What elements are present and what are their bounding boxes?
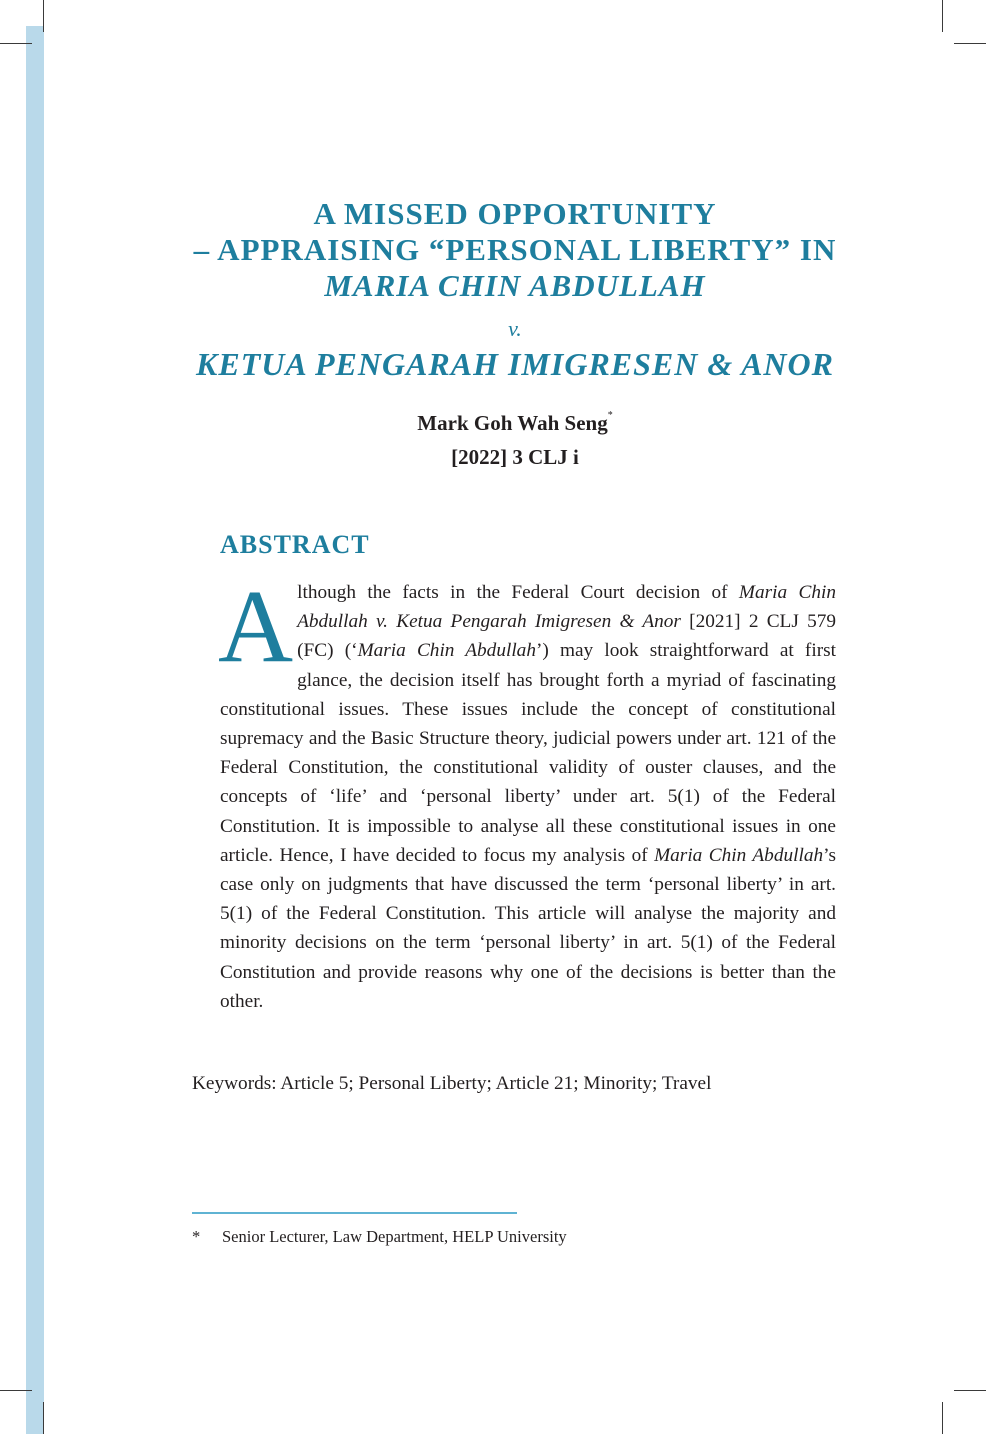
- crop-mark-bottom-right-v: [942, 1402, 943, 1434]
- author-name-line: [150, 403, 880, 440]
- title-versus: v.: [508, 316, 522, 341]
- title-line-4: KETUA PENGARAH IMIGRESEN & ANOR: [196, 346, 834, 382]
- case-name-3: Maria Chin Abdullah: [654, 844, 824, 866]
- drop-cap: A: [218, 569, 294, 684]
- author-footnote-marker: *: [607, 410, 613, 421]
- abstract-text-4: ’s case only on judgments that have discussed the term ‘personal liberty’ in art. 5(1) of the Federal Constitution. This article will analyse the majority and minority decisions on the term ‘personal liberty’ in art. 5(1) of the Federal Constitution and provide reasons why one of the decisions is better than the other.: [220, 844, 836, 1012]
- abstract-text-1: lthough the facts in the Federal Court decision of: [297, 582, 739, 603]
- crop-mark-top-left-h: [0, 43, 32, 44]
- title-line-2: – APPRAISING “PERSONAL LIBERTY” IN: [193, 232, 837, 267]
- title-line-1: A MISSED OPPORTUNITY: [313, 196, 717, 231]
- abstract-heading: ABSTRACT: [220, 530, 370, 559]
- footnote-marker: *: [192, 1227, 201, 1246]
- author-block: [150, 403, 880, 474]
- abstract-text-3: ’) may look straightforward at first glance, the decision itself has brought forth a myriad of fascinating constitutional issues. These issues include the concept of constitutional supremacy and the Basic Structure theory, judicial powers under art. 121 of the Federal Constitution, the constitutional validity of ouster clauses, and the concepts of ‘life’ and ‘personal liberty’ under art. 5(1) of the Federal Constitution. It is impossible to analyse all these constitutional issues in one article. Hence, I have decided to focus my analysis of: [220, 640, 836, 866]
- footnote-divider: [192, 1212, 517, 1214]
- crop-mark-bottom-left-v: [43, 1402, 44, 1434]
- crop-mark-bottom-left-h: [0, 1390, 32, 1391]
- footnote-text: Senior Lecturer, Law Department, HELP University: [222, 1227, 567, 1246]
- article-title: [150, 196, 880, 382]
- page-sidebar-bar: [26, 26, 44, 1434]
- crop-mark-top-right-h: [954, 43, 986, 44]
- crop-mark-top-left-v: [43, 0, 44, 32]
- citation: [2022] 3 CLJ i: [451, 445, 579, 469]
- case-name-2: Maria Chin Abdullah: [357, 640, 536, 662]
- abstract-text-2: [2021] 2 CLJ 579 (FC) (‘: [297, 611, 837, 662]
- abstract-body: [218, 569, 837, 1016]
- author-name: Mark Goh Wah Seng: [417, 411, 608, 435]
- crop-mark-bottom-right-h: [954, 1390, 986, 1391]
- title-line-3: MARIA CHIN ABDULLAH: [324, 268, 706, 303]
- case-name-1: Maria Chin Abdullah v. Ketua Pengarah Imigresen & Anor: [297, 582, 836, 633]
- footnote: [192, 1226, 567, 1248]
- crop-mark-top-right-v: [942, 0, 943, 32]
- keywords: Keywords: Article 5; Personal Liberty; Article 21; Minority; Travel: [192, 1073, 712, 1094]
